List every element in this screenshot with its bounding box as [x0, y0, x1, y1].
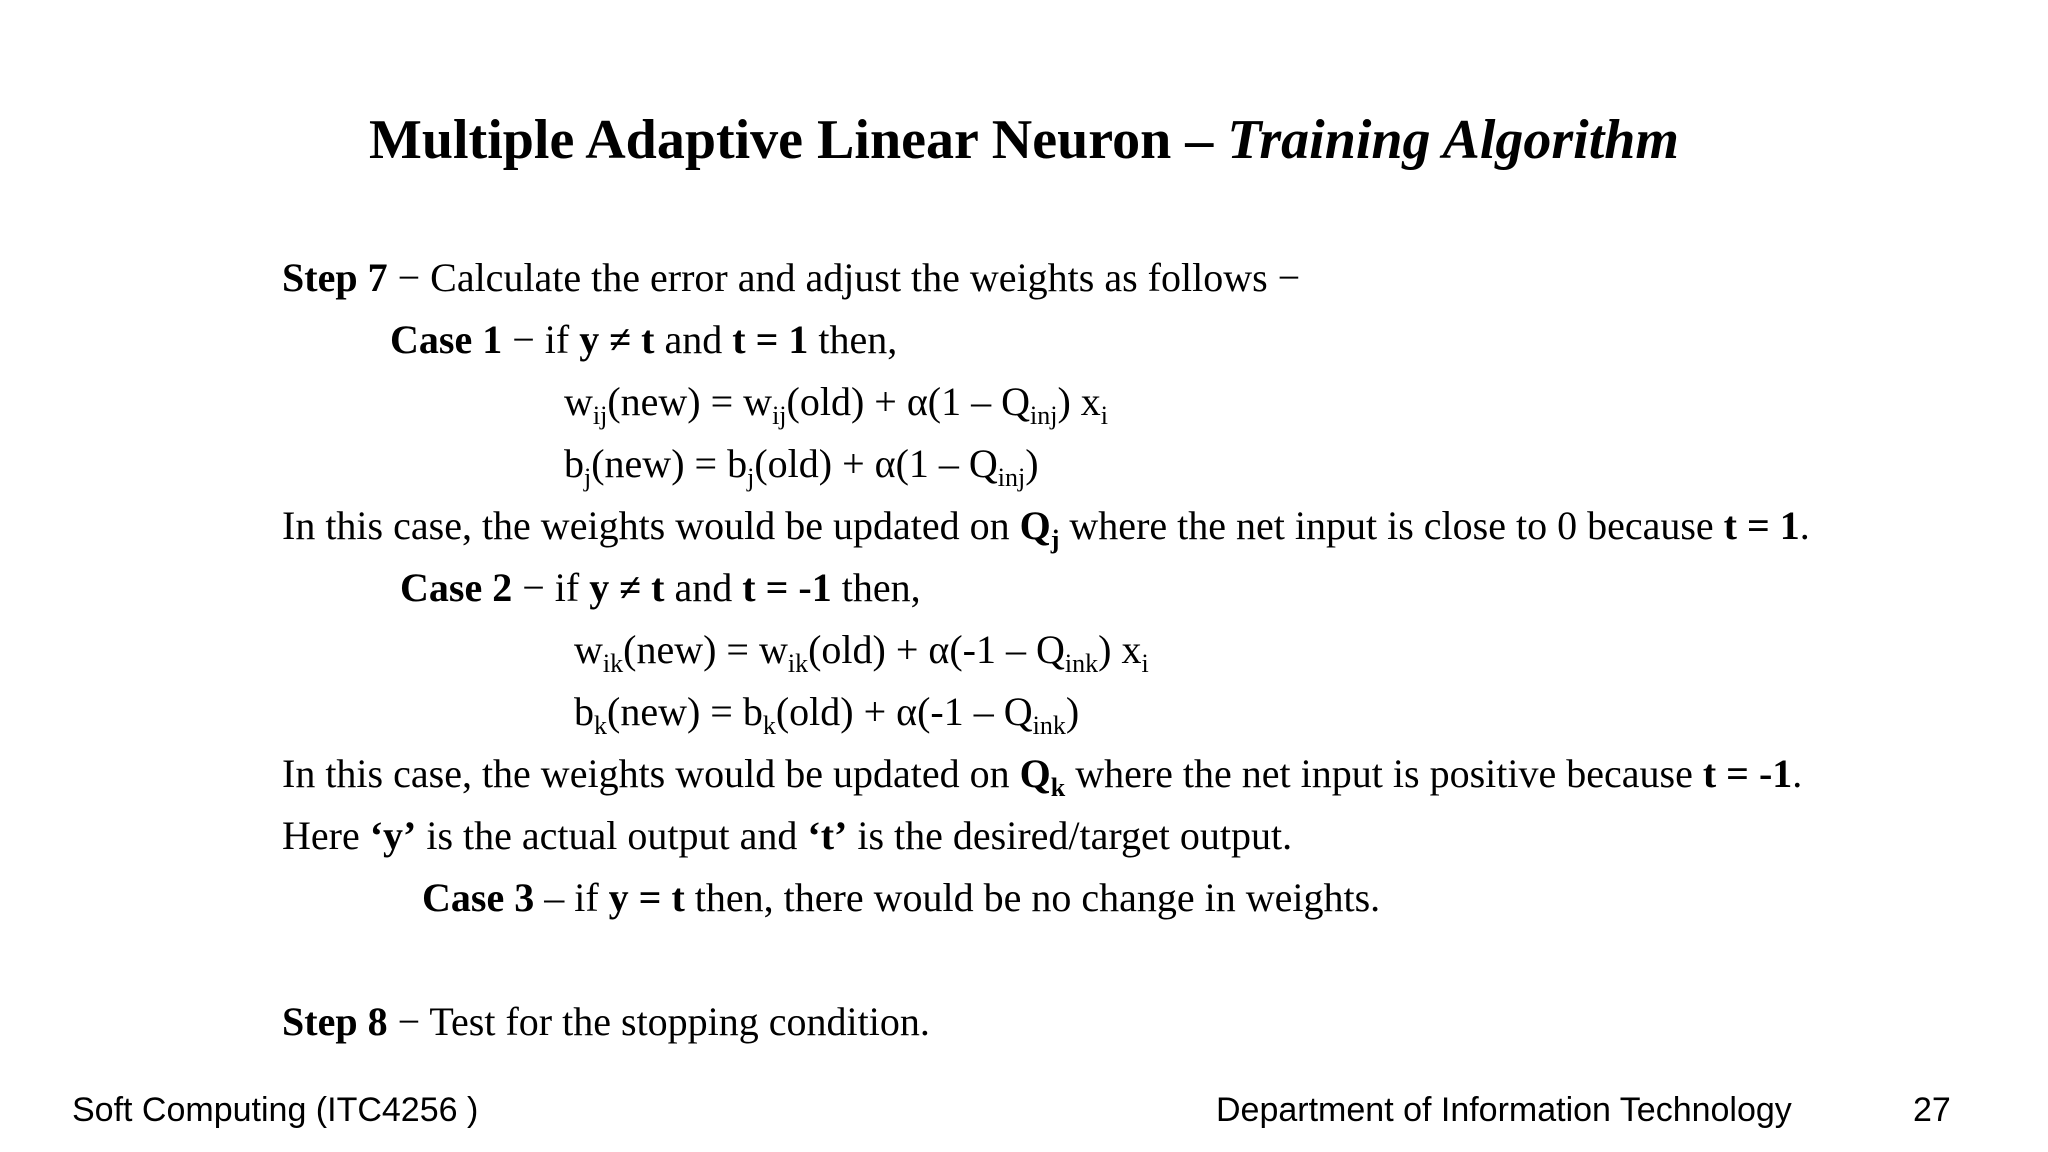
- eq-part: ): [1065, 689, 1080, 734]
- eq-part: (new) = b: [591, 441, 748, 486]
- step8-label: Step 8: [282, 999, 388, 1044]
- step8-text: − Test for the stopping condition.: [387, 999, 930, 1044]
- case1-condition-2: t = 1: [732, 317, 809, 362]
- eq-part: (new) = b: [607, 689, 763, 734]
- case2-text-2: and: [664, 565, 743, 610]
- step7-label: Step 7: [282, 255, 388, 300]
- case3-line: [422, 874, 1380, 922]
- note-condition: t = 1: [1723, 503, 1800, 548]
- eq-part: ) x: [1098, 627, 1142, 672]
- eq-part: (new) = w: [623, 627, 788, 672]
- footer-course: Soft Computing (ITC4256 ): [72, 1091, 479, 1129]
- case3-condition: y = t: [608, 875, 685, 920]
- definition-text: is the desired/target output.: [847, 813, 1293, 858]
- eq-subscript: i: [1100, 401, 1109, 430]
- footer-department: Department of Information Technology: [1216, 1091, 1792, 1129]
- eq-part: ) x: [1057, 379, 1101, 424]
- definition-line: [282, 812, 1292, 860]
- case2-condition-2: t = -1: [742, 565, 832, 610]
- eq-subscript: ik: [602, 649, 624, 678]
- eq-subscript: ink: [1064, 649, 1099, 678]
- eq-part: (old) + α(-1 – Q: [775, 689, 1033, 734]
- case2-note: [282, 750, 1803, 802]
- eq-subscript: ij: [772, 401, 787, 430]
- case1-condition-1: y ≠ t: [579, 317, 655, 362]
- note-text: where the net input is positive because: [1065, 751, 1703, 796]
- case1-equation-weight: [564, 378, 1109, 430]
- case1-note: [282, 502, 1810, 554]
- step7-text: − Calculate the error and adjust the weights as follows −: [387, 255, 1301, 300]
- case1-text-3: then,: [808, 317, 898, 362]
- eq-part: (new) = w: [607, 379, 773, 424]
- eq-subscript: ij: [592, 401, 608, 430]
- note-q-subscript: j: [1050, 525, 1060, 554]
- eq-subscript: k: [762, 711, 776, 740]
- eq-subscript: j: [584, 463, 592, 492]
- note-q: Q: [1019, 751, 1051, 796]
- case2-condition-1: y ≠ t: [589, 565, 665, 610]
- note-q-subscript: k: [1050, 773, 1066, 802]
- eq-subscript: inj: [1030, 401, 1058, 430]
- definition-t: ‘t’: [807, 813, 848, 858]
- case1-line: [390, 316, 897, 364]
- eq-subscript: inj: [997, 463, 1026, 492]
- definition-text: Here: [282, 813, 370, 858]
- eq-part: w: [574, 627, 603, 672]
- note-text: In this case, the weights would be updated on: [282, 751, 1020, 796]
- case1-text-2: and: [654, 317, 733, 362]
- eq-part: b: [564, 441, 584, 486]
- step8-line: [282, 998, 930, 1046]
- eq-subscript: k: [594, 711, 607, 740]
- eq-part: b: [574, 689, 594, 734]
- note-q: Q: [1019, 503, 1051, 548]
- eq-part: w: [564, 379, 593, 424]
- title-main: Multiple Adaptive Linear Neuron –: [369, 109, 1228, 171]
- note-text: In this case, the weights would be updated on: [282, 503, 1020, 548]
- footer-page-number: 27: [1913, 1091, 1951, 1129]
- note-text: .: [1792, 751, 1803, 796]
- note-text: where the net input is close to 0 because: [1059, 503, 1724, 548]
- case2-equation-weight: [574, 626, 1149, 678]
- definition-text: is the actual output and: [416, 813, 808, 858]
- case3-text-1: – if: [534, 875, 609, 920]
- eq-part: (old) + α(1 – Q: [754, 441, 998, 486]
- eq-subscript: j: [747, 463, 755, 492]
- eq-part: (old) + α(-1 – Q: [808, 627, 1065, 672]
- case1-equation-bias: [564, 440, 1039, 492]
- eq-part: ): [1025, 441, 1039, 486]
- case1-text-1: − if: [502, 317, 580, 362]
- note-condition: t = -1: [1702, 751, 1793, 796]
- slide-title: [0, 108, 2048, 172]
- eq-subscript: ik: [787, 649, 809, 678]
- case2-label: Case 2: [400, 565, 513, 610]
- case2-equation-bias: [574, 688, 1080, 740]
- title-italic: Training Algorithm: [1227, 109, 1679, 171]
- step7-line: [282, 254, 1300, 302]
- eq-subscript: ink: [1032, 711, 1066, 740]
- definition-y: ‘y’: [369, 813, 417, 858]
- case3-text-2: then, there would be no change in weights.: [684, 875, 1381, 920]
- note-text: .: [1799, 503, 1810, 548]
- case2-text-1: − if: [512, 565, 590, 610]
- case2-line: [400, 564, 921, 612]
- eq-part: (old) + α(1 – Q: [786, 379, 1031, 424]
- case3-label: Case 3: [422, 875, 535, 920]
- case2-text-3: then,: [831, 565, 921, 610]
- case1-label: Case 1: [390, 317, 503, 362]
- eq-subscript: i: [1141, 649, 1149, 678]
